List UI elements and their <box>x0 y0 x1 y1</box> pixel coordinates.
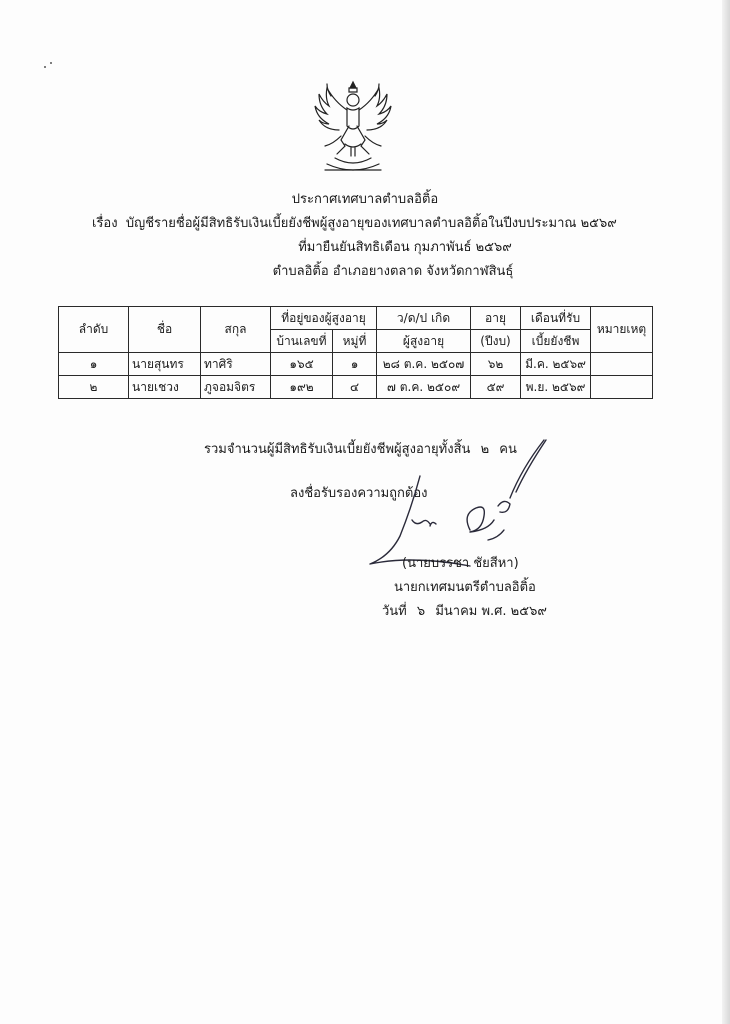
cell-surname: ภูจอมจิตร <box>201 376 271 399</box>
signature-date <box>382 600 553 621</box>
signer-position: นายกเทศมนตรีตำบลอิติ้อ <box>394 580 536 595</box>
col-header-address: ที่อยู่ของผู้สูงอายุ <box>271 307 377 330</box>
col-header-surname: สกุล <box>201 307 271 353</box>
garuda-emblem-icon <box>305 78 401 176</box>
date-label: วันที่ <box>382 604 407 619</box>
col-header-no: ลำดับ <box>59 307 129 353</box>
confirmation-month: ที่มายืนยันสิทธิเดือน กุมภาพันธ์ ๒๕๖๙ <box>298 240 512 255</box>
cell-house-no: ๑๙๒ <box>271 376 333 399</box>
col-header-house-no: บ้านเลขที่ <box>271 330 333 353</box>
date-day: ๖ <box>416 604 426 619</box>
col-header-age-top: อายุ <box>471 307 521 330</box>
table-row <box>59 376 653 399</box>
col-header-remark: หมายเหตุ <box>591 307 653 353</box>
cell-age: ๕๙ <box>471 376 521 399</box>
table-header-row <box>59 307 653 330</box>
cell-remark <box>591 376 653 399</box>
announcement-title: ประกาศเทศบาลตำบลอิติ้อ <box>291 192 439 207</box>
date-month-year: มีนาคม พ.ศ. ๒๕๖๙ <box>435 604 547 619</box>
col-header-name: ชื่อ <box>129 307 201 353</box>
cell-moo: ๑ <box>333 353 377 376</box>
signer-name: (นายบรรชา ชัยสีหา) <box>402 556 519 571</box>
cell-month: พ.ย. ๒๕๖๙ <box>521 376 591 399</box>
scan-speck <box>50 62 52 64</box>
col-header-dob-top: ว/ด/ป เกิด <box>377 307 471 330</box>
cell-house-no: ๑๖๕ <box>271 353 333 376</box>
beneficiary-table <box>58 306 653 399</box>
cell-age: ๖๒ <box>471 353 521 376</box>
cell-no: ๑ <box>59 353 129 376</box>
cell-dob: ๒๘ ต.ค. ๒๕๐๗ <box>377 353 471 376</box>
cell-name: นายสุนทร <box>129 353 201 376</box>
cell-no: ๒ <box>59 376 129 399</box>
col-header-month-bottom: เบี้ยยังชีพ <box>521 330 591 353</box>
summary-unit: คน <box>499 442 517 457</box>
cell-name: นายเชวง <box>129 376 201 399</box>
col-header-age-bottom: (ปีงบ) <box>471 330 521 353</box>
summary-count: ๒ <box>480 442 490 457</box>
cell-surname: ทาศิริ <box>201 353 271 376</box>
cell-remark <box>591 353 653 376</box>
subject-text: บัญชีรายชื่อผู้มีสิทธิรับเงินเบี้ยยังชีพผู้สูงอายุของเทศบาลตำบลอิติ้อในปีงบประมาณ ๒๕๖๙ <box>125 216 617 231</box>
location-line: ตำบลอิติ้อ อำเภอยางตลาด จังหวัดกาฬสินธุ์ <box>272 264 514 279</box>
announcement-subject <box>92 212 692 233</box>
summary-text: รวมจำนวนผู้มีสิทธิรับเงินเบี้ยยังชีพผู้สูงอายุทั้งสิ้น <box>204 442 471 457</box>
cell-dob: ๗ ต.ค. ๒๕๐๙ <box>377 376 471 399</box>
col-header-dob-bottom: ผู้สูงอายุ <box>377 330 471 353</box>
page-edge-shadow <box>722 0 730 1024</box>
col-header-month-top: เดือนที่รับ <box>521 307 591 330</box>
subject-label: เรื่อง <box>92 216 118 231</box>
cell-month: มี.ค. ๒๕๖๙ <box>521 353 591 376</box>
certification-label: ลงชื่อรับรองความถูกต้อง <box>290 486 428 501</box>
col-header-moo: หมู่ที่ <box>333 330 377 353</box>
scan-speck <box>44 66 46 68</box>
cell-moo: ๔ <box>333 376 377 399</box>
table-row <box>59 353 653 376</box>
